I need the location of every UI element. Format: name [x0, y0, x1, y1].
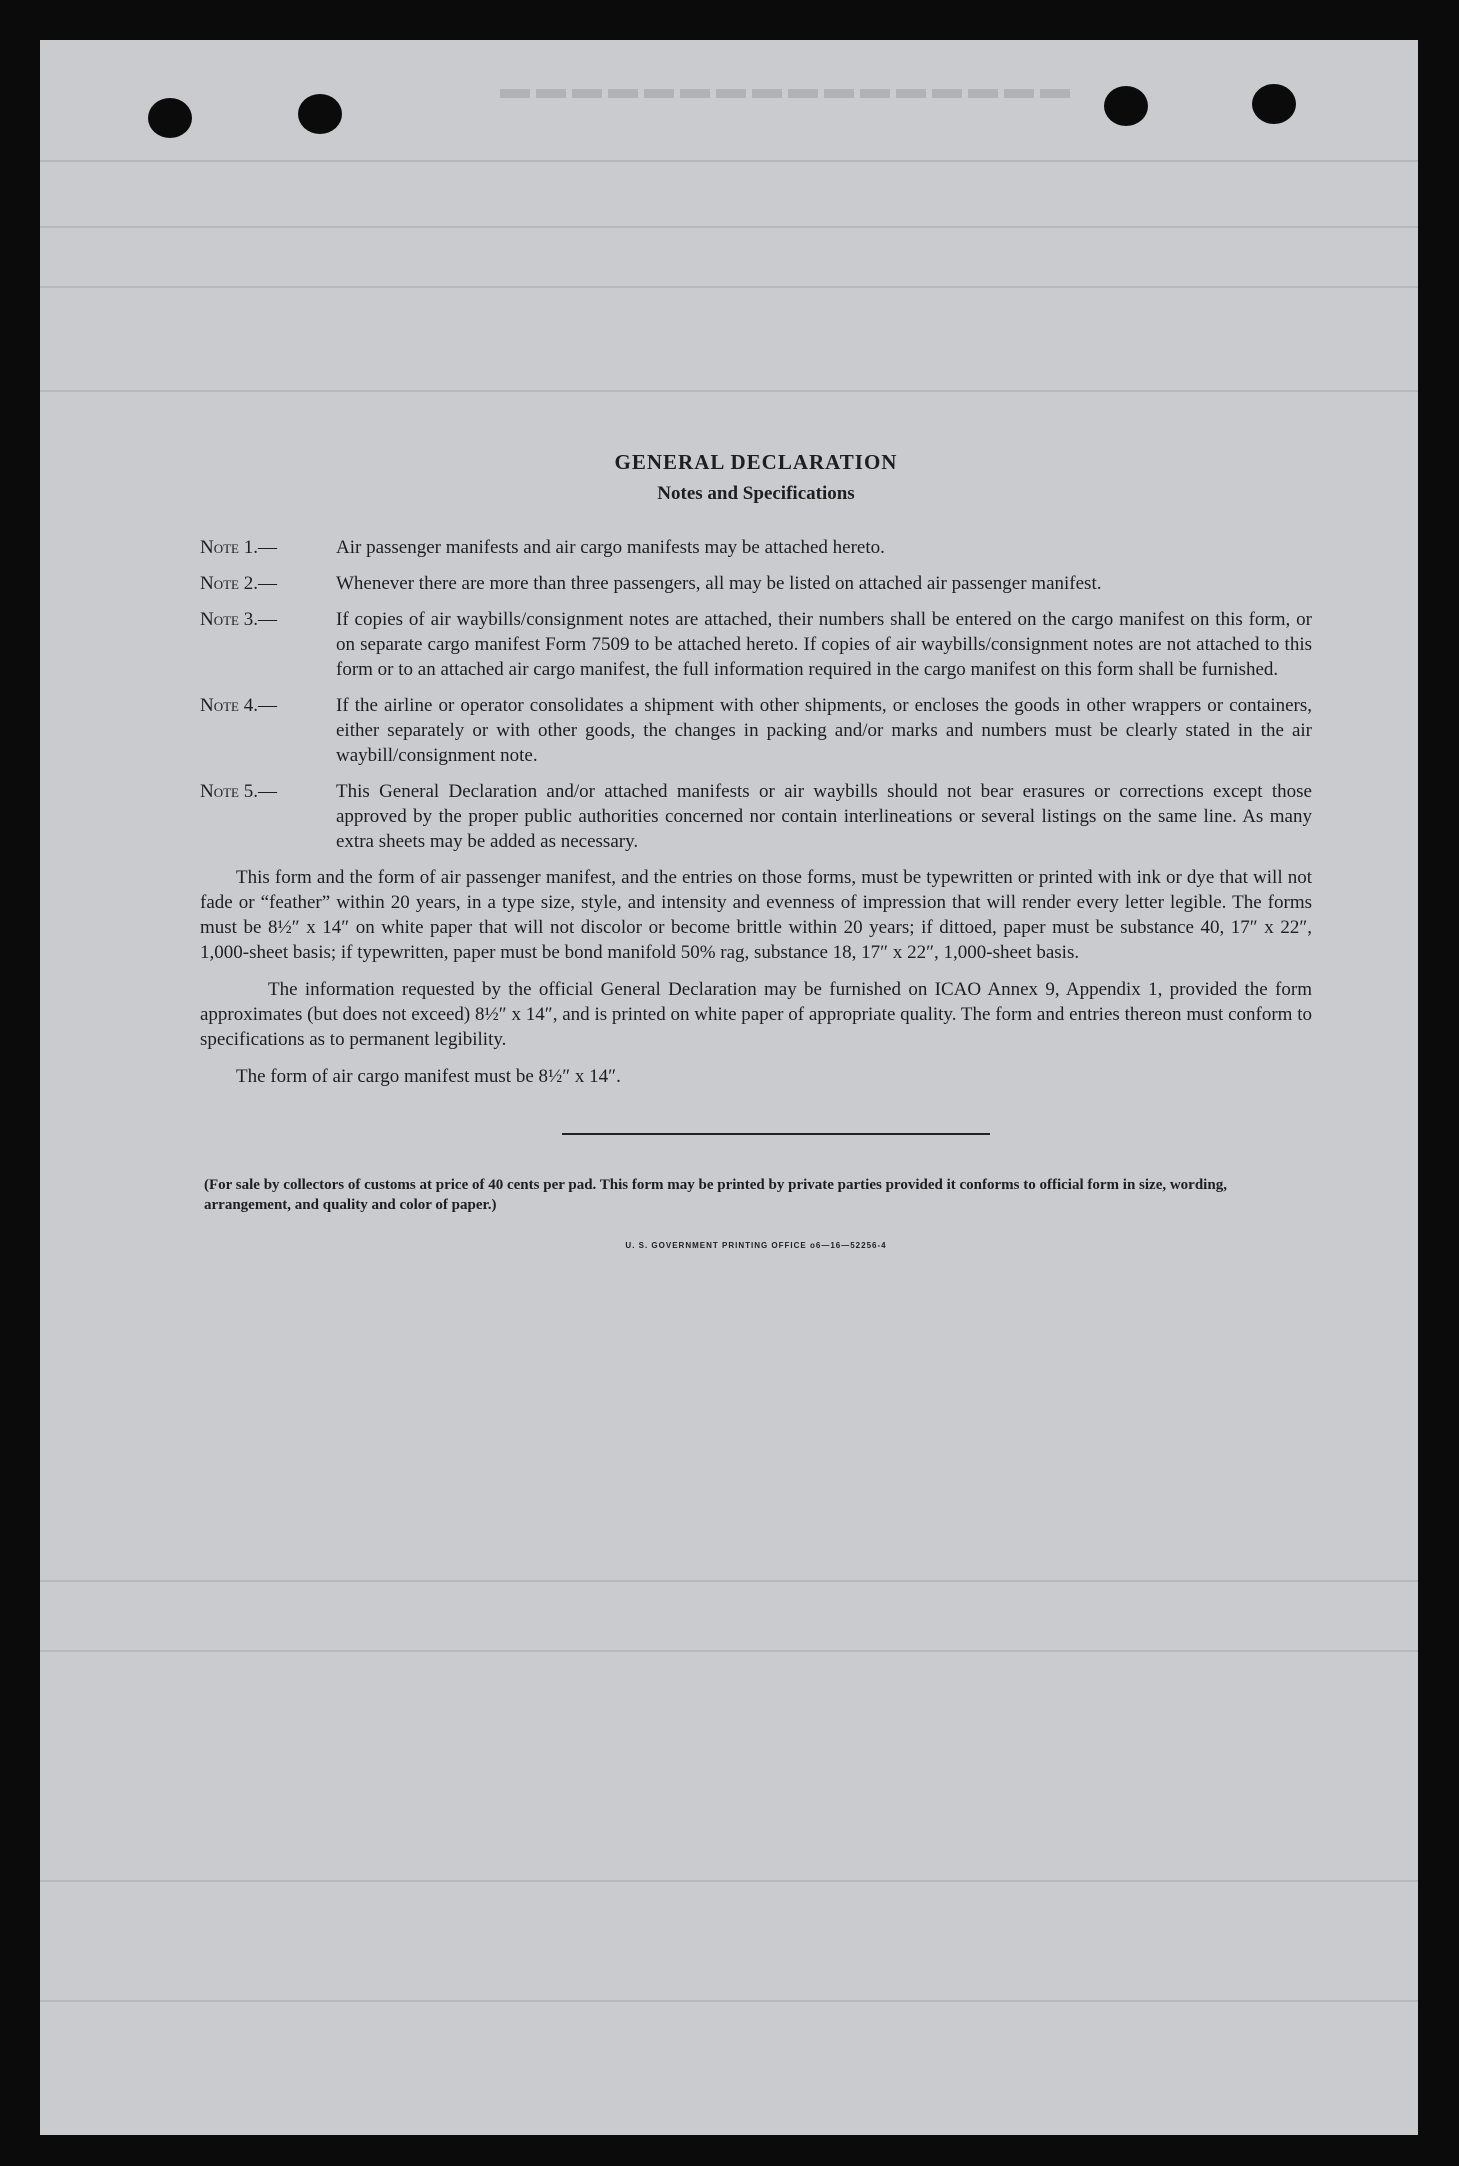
- paragraph-cargo-manifest-size: The form of air cargo manifest must be 8½″ x 14″.: [236, 1066, 621, 1087]
- punch-hole-right-1: [1104, 86, 1148, 126]
- note-text: If copies of air waybills/consignment notes are attached, their numbers shall be entered on the cargo manifest on this form, or on separate cargo manifest Form 7509 to be attached hereto. If copies of air waybills/consignment notes are not attached to this form or to an attached air cargo manifest, the full information required in the cargo manifest on this form shall be furnished.: [336, 609, 1312, 680]
- punch-hole-left-1: [148, 98, 192, 138]
- paragraph-icao-annex: The information requested by the official General Declaration may be furnished on ICAO Annex 9, Appendix 1, provided the form approximates (but does not exceed) 8½″ x 14″, and is printed on white paper of appropriate quality. The form and entries thereon must conform to specifications as to permanent legibility.: [200, 979, 1312, 1050]
- note-1: [200, 535, 1312, 560]
- punch-hole-left-2: [298, 94, 342, 134]
- divider: [562, 1133, 990, 1135]
- sale-notice: (For sale by collectors of customs at price of 40 cents per pad. This form may be printed by private parties provided it conforms to official form in size, wording, arrangement, and quality and color of paper.): [204, 1177, 1227, 1213]
- page-title: GENERAL DECLARATION: [614, 450, 898, 474]
- note-text: Whenever there are more than three passengers, all may be listed on attached air passenger manifest.: [336, 573, 1102, 594]
- printing-office-imprint: U. S. GOVERNMENT PRINTING OFFICE o6—16—52256-4: [625, 1241, 887, 1250]
- note-label: Note 3.—: [200, 609, 277, 630]
- punch-hole-right-2: [1252, 84, 1296, 124]
- note-label: Note 5.—: [200, 781, 277, 802]
- note-5: [200, 779, 1312, 854]
- document-page: [40, 40, 1418, 2135]
- paragraph-form-requirements: This form and the form of air passenger manifest, and the entries on those forms, must be typewritten or printed with ink or dye that will not fade or “feather” within 20 years, in a type size, style, and intensity and evenness of impression that will render every letter legible. The forms must be 8½″ x 14″ on white paper that will not discolor or become brittle within 20 years; if dittoed, paper must be substance 40, 17″ x 22″, 1,000-sheet basis; if typewritten, paper must be bond manifold 50% rag, substance 18, 17″ x 22″, 1,000-sheet basis.: [200, 867, 1312, 963]
- note-text: This General Declaration and/or attached manifests or air waybills should not bear erasures or corrections except those approved by the proper public authorities concerned nor contain interlineations or several listings on the same line. As many extra sheets may be added as necessary.: [336, 781, 1312, 852]
- note-text: Air passenger manifests and air cargo manifests may be attached hereto.: [336, 537, 885, 558]
- note-text: If the airline or operator consolidates a shipment with other shipments, or encloses the goods in other wrappers or containers, either separately or with other goods, the changes in packing and/or marks and numbers must be clearly stated in the air waybill/consignment note.: [336, 695, 1312, 766]
- note-3: [200, 607, 1312, 682]
- declaration-content: [200, 450, 1312, 1250]
- note-label: Note 4.—: [200, 695, 277, 716]
- note-2: [200, 571, 1312, 596]
- note-label: Note 1.—: [200, 537, 277, 558]
- page-subtitle: Notes and Specifications: [657, 483, 855, 504]
- note-4: [200, 693, 1312, 768]
- bleed-through-texture: ▬▬▬▬▬▬▬▬▬▬▬▬▬▬▬▬: [40, 40, 1418, 2135]
- note-label: Note 2.—: [200, 573, 277, 594]
